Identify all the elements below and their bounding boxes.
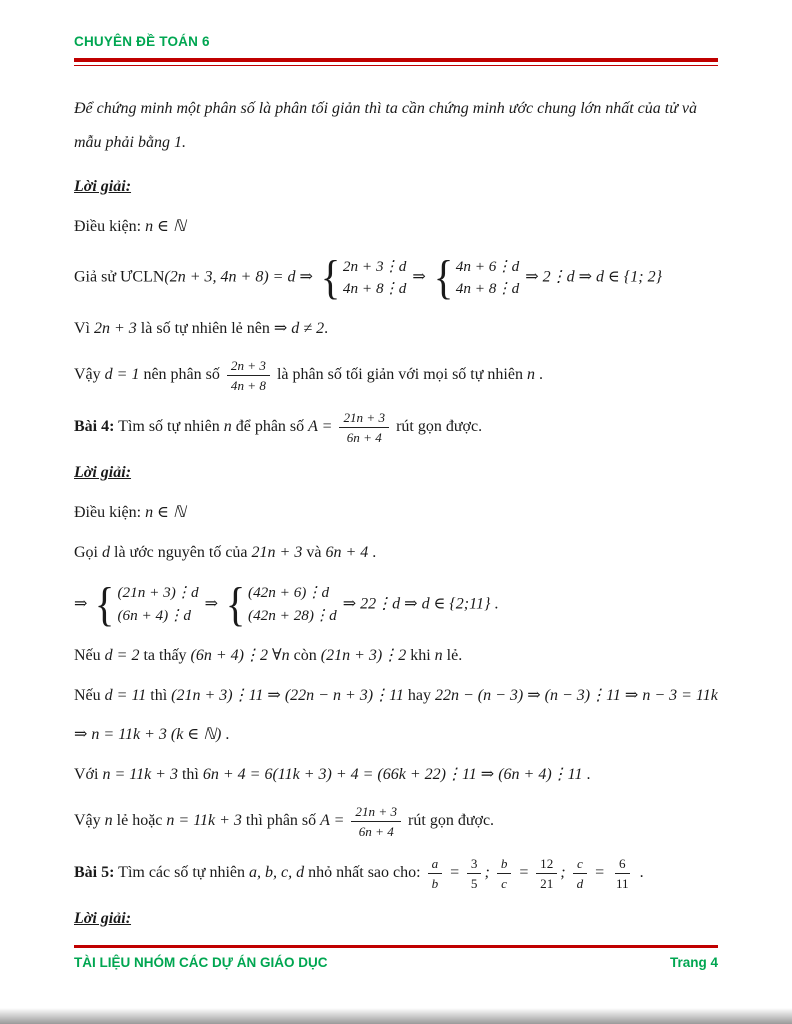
fraction-denominator: 5 <box>470 876 478 892</box>
math-segment: ⇒ 22⋮d ⇒ d ∈ {2;11} <box>338 595 491 613</box>
text-segment: khi <box>406 646 435 664</box>
text-segment: nhỏ nhất sao cho: <box>304 864 425 882</box>
math-segment: ⇒ d ≠ 2 <box>273 320 325 338</box>
text-segment: thì <box>177 766 203 784</box>
bold-segment: Bài 5: <box>74 864 115 882</box>
math-segment: = <box>590 864 609 882</box>
fraction <box>351 803 401 840</box>
text-segment: . <box>324 320 329 338</box>
fraction-denominator: 6n + 4 <box>358 824 394 840</box>
fraction <box>536 855 557 892</box>
solution-heading <box>74 175 718 200</box>
math-segment: n = 11k + 3 <box>102 766 178 784</box>
text-segment: Vì <box>74 320 94 338</box>
prime-divisor-line <box>74 541 718 566</box>
cases-row: (42n + 28)⋮d <box>248 606 337 624</box>
cases-row: 4n + 8⋮d <box>342 280 407 298</box>
cases-group <box>93 577 199 631</box>
math-segment: A = <box>308 418 337 436</box>
math-segment: = <box>445 864 464 882</box>
solution-heading-label: Lời giải: <box>74 177 132 195</box>
text-segment: Gọi <box>74 544 102 562</box>
text-segment: Điều kiện: <box>74 217 146 235</box>
math-segment: 21n + 3 <box>251 544 303 562</box>
cases-row: 4n + 6⋮d <box>455 257 520 275</box>
fraction-denominator: 6n + 4 <box>346 430 382 446</box>
math-segment: n ∈ ℕ <box>145 504 186 522</box>
text-segment: Vậy <box>74 366 105 384</box>
math-segment: 6n + 4 = 6(11k + 3) + 4 = (66k + 22)⋮11 ⇒ (6n + 4)⋮11 <box>202 766 583 784</box>
text-segment: là số tự nhiên lẻ nên <box>136 320 274 338</box>
math-segment: ⇒ <box>74 595 92 613</box>
text-segment: Để chứng minh một phân số là phân tối giản thì ta cần chứng minh ước chung lớn nhất của tử và mẫu phải bằng 1. <box>74 100 698 152</box>
cases-row: (21n + 3)⋮d <box>117 584 199 602</box>
fraction-numerator: a <box>428 855 443 874</box>
math-segment: 6n + 4 <box>325 544 369 562</box>
case-d2-line <box>74 644 718 669</box>
cases-rows <box>343 256 406 302</box>
math-segment: n <box>104 812 113 830</box>
text-segment: . <box>490 595 499 613</box>
text-segment: ta thấy <box>139 646 191 664</box>
text-segment: . <box>534 366 543 384</box>
fraction-numerator: 21n + 3 <box>351 803 401 822</box>
text-segment: Điều kiện: <box>74 504 146 522</box>
page-footer <box>74 945 718 970</box>
cases-row: (42n + 6)⋮d <box>248 584 330 602</box>
fraction-numerator: b <box>497 855 512 874</box>
footer-page-number: Trang 4 <box>669 955 718 970</box>
cases-derivation-line <box>74 577 718 631</box>
header-title: CHUYÊN ĐỀ TOÁN 6 <box>74 34 210 49</box>
cases-rows <box>248 582 337 628</box>
math-segment: a, b, c, d <box>249 864 305 882</box>
solution-heading <box>74 907 718 932</box>
text-segment: là ước nguyên tố của <box>110 544 252 562</box>
text-segment: rút gọn được. <box>404 812 495 830</box>
math-segment: n <box>434 646 443 664</box>
cases-row: 4n + 8⋮d <box>455 280 520 298</box>
final-conclusion-line <box>74 803 718 840</box>
left-brace-icon: { <box>95 577 115 631</box>
cases-row: (6n + 4)⋮d <box>117 606 191 624</box>
math-segment: (2n + 3, 4n + 8) = d ⇒ <box>164 269 317 287</box>
case-d11-line <box>74 684 718 709</box>
bold-segment: Bài 4: <box>74 418 115 436</box>
math-segment: 2n + 3 <box>94 320 137 338</box>
text-segment: . <box>635 864 644 882</box>
intro-note <box>74 92 718 161</box>
fraction <box>612 855 633 892</box>
text-segment: thì phân số <box>241 812 321 830</box>
fraction-numerator: c <box>573 855 587 874</box>
text-segment: . <box>221 726 230 744</box>
text-segment: Tìm các số tự nhiên <box>114 864 250 882</box>
text-segment: lẻ hoặc <box>112 812 167 830</box>
fraction <box>428 855 443 892</box>
cases-group <box>224 577 337 631</box>
problem-4-line <box>74 409 718 446</box>
solution-heading <box>74 461 718 486</box>
solution-heading-label: Lời giải: <box>74 464 132 482</box>
fraction-denominator: 11 <box>615 876 629 892</box>
text-segment: . <box>368 544 377 562</box>
math-segment: n = 11k + 3 <box>166 812 242 830</box>
document-content <box>74 66 718 945</box>
text-segment: lẻ. <box>442 646 463 664</box>
condition-line <box>74 215 718 240</box>
math-segment: ⇒ <box>200 595 222 613</box>
conclusion-d1-line <box>74 357 718 394</box>
text-segment: . <box>582 766 591 784</box>
math-segment: (6n + 4)⋮2 ∀n <box>190 646 290 664</box>
text-segment: Tìm số tự nhiên <box>114 418 224 436</box>
math-segment: n ∈ ℕ <box>145 217 186 235</box>
fraction-numerator: 21n + 3 <box>339 409 389 428</box>
cases-group <box>432 251 520 305</box>
substitution-line <box>74 763 718 788</box>
fraction <box>573 855 588 892</box>
math-segment: ; <box>560 864 570 882</box>
math-segment: n <box>526 366 535 384</box>
fraction-numerator: 2n + 3 <box>227 357 270 376</box>
solution-heading-label: Lời giải: <box>74 910 132 928</box>
text-segment: rút gọn được. <box>392 418 483 436</box>
fraction-denominator: d <box>576 876 584 892</box>
left-brace-icon: { <box>433 251 454 305</box>
fraction <box>339 409 389 446</box>
fraction <box>497 855 512 892</box>
text-segment: là phân số tối giản với mọi số tự nhiên <box>272 366 527 384</box>
fraction-numerator: 12 <box>536 855 557 874</box>
problem-5-line <box>74 855 718 892</box>
left-brace-icon: { <box>225 577 246 631</box>
math-segment: n <box>223 418 232 436</box>
fraction <box>227 357 270 394</box>
cases-row: 2n + 3⋮d <box>342 257 407 275</box>
math-segment: ⇒ <box>408 269 430 287</box>
math-segment: (21n + 3)⋮11 ⇒ (22n − n + 3)⋮11 <box>171 686 404 704</box>
fraction <box>467 855 482 892</box>
math-segment: ⇒ 2⋮d ⇒ d ∈ {1; 2} <box>521 269 662 287</box>
cases-rows <box>117 582 198 628</box>
footer-source-label: TÀI LIỆU NHÓM CÁC DỰ ÁN GIÁO DỤC <box>74 955 328 970</box>
text-segment: và <box>302 544 326 562</box>
fraction-numerator: 6 <box>615 855 630 874</box>
text-segment: Nếu <box>74 646 105 664</box>
math-segment: d = 11 <box>104 686 147 704</box>
math-segment: d = 1 <box>104 366 140 384</box>
odd-argument-line <box>74 317 718 342</box>
fraction-denominator: c <box>501 876 507 892</box>
text-segment: Vậy <box>74 812 105 830</box>
page-header <box>74 0 718 66</box>
math-segment: d = 2 <box>104 646 140 664</box>
math-segment: d <box>102 544 110 562</box>
math-segment: ; <box>484 864 494 882</box>
math-segment: A = <box>320 812 349 830</box>
cases-rows <box>456 256 519 302</box>
fraction-denominator: 21 <box>540 876 554 892</box>
text-segment: để phân số <box>231 418 309 436</box>
text-segment: Với <box>74 766 103 784</box>
header-rule <box>74 58 718 66</box>
text-segment: nên phân số <box>139 366 224 384</box>
fraction-denominator: 4n + 8 <box>230 378 266 394</box>
math-segment: = <box>514 864 534 882</box>
math-segment: (21n + 3)⋮2 <box>320 646 407 664</box>
math-segment: ⇒ n = 11k + 3 (k ∈ ℕ) <box>74 726 222 744</box>
condition-line <box>74 501 718 526</box>
cases-group <box>319 251 407 305</box>
math-segment: 22n − (n − 3) ⇒ (n − 3)⋮11 ⇒ n − 3 = 11k <box>435 686 718 704</box>
text-segment: hay <box>403 686 435 704</box>
text-segment: Nếu <box>74 686 105 704</box>
n-formula-line <box>74 723 718 748</box>
left-brace-icon: { <box>320 251 341 305</box>
text-segment: thì <box>146 686 172 704</box>
text-segment: còn <box>289 646 321 664</box>
page-bottom-edge <box>0 1008 792 1024</box>
fraction-denominator: b <box>431 876 439 892</box>
text-segment: Giả sử ƯCLN <box>74 269 165 287</box>
fraction-numerator: 3 <box>467 855 482 874</box>
gcd-assumption-line <box>74 251 718 305</box>
